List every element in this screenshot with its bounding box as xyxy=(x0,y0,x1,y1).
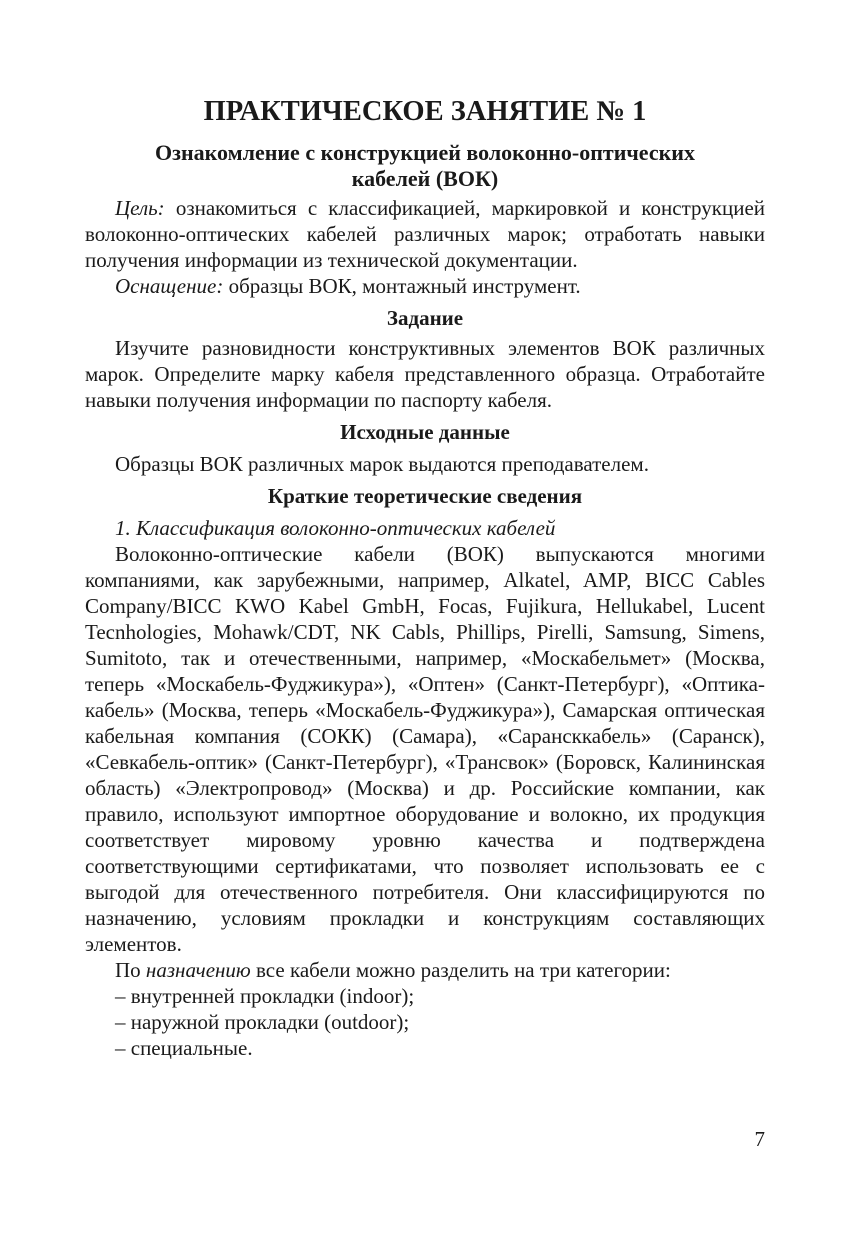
purpose-prefix: По xyxy=(115,958,146,982)
section-1-paragraph: Волоконно-оптические кабели (ВОК) выпускаются многими компаниями, как зарубежными, например, Alkatel, AMP, BICC Cables Company/BICC KWO Kabel GmbH, Focas, Fujikura, Hellukabel, Lucent Tecnhologies, Mohawk/CDT, NK Cabls, Phillips, Pirelli, Samsung, Simens, Sumitoto, так и отечественными, например, «Москабельмет» (Москва, теперь «Москабель-Фуджикура»), «Оптен» (Санкт-Петербург), «Оптика-кабель» (Москва, теперь «Москабель-Фуджикура»), Самарская оптическая кабельная компания (СОКК) (Самара), «Сарансккабель» (Саранск), «Севкабель-оптик» (Санкт-Петербург), «Трансвок» (Боровск, Калининская область) «Электропровод» (Москва) и др. Российские компании, как правило, используют импортное оборудование и волокно, их продукция соответствует мировому уровню качества и подтверждена соответствующими сертификатами, что позволяет использовать ее с выгодой для отечественного потребителя. Они классифицируются по назначению, условиям прокладки и конструкциям составляющих элементов. xyxy=(85,542,765,956)
subtitle-line-2: кабелей (ВОК) xyxy=(351,166,499,191)
goal-paragraph xyxy=(85,195,765,273)
page-number: 7 xyxy=(754,1127,765,1151)
section-1-title: 1. Классификация волоконно-оптических кабелей xyxy=(115,516,556,540)
list-item: – специальные. xyxy=(115,1036,253,1060)
equipment-label: Оснащение: xyxy=(115,274,224,298)
task-paragraph: Изучите разновидности конструктивных элементов ВОК различных марок. Определите марку кабеля представленного образца. Отработайте навыки получения информации по паспорту кабеля. xyxy=(85,336,765,412)
goal-text: ознакомиться с классификацией, маркировкой и конструкцией волоконно-оптических кабелей различных марок; отработать навыки получения информации из технической документации. xyxy=(85,196,765,272)
purpose-word: назначению xyxy=(145,958,251,982)
goal-label: Цель: xyxy=(115,196,165,220)
page-title: ПРАКТИЧЕСКОЕ ЗАНЯТИЕ № 1 xyxy=(203,96,647,127)
purpose-paragraph xyxy=(85,957,765,983)
lesson-subtitle xyxy=(85,140,765,192)
list-item: – наружной прокладки (outdoor); xyxy=(115,1010,410,1034)
equipment-text: образцы ВОК, монтажный инструмент. xyxy=(223,274,581,298)
subtitle-line-1: Ознакомление с конструкцией волоконно-оптических xyxy=(155,140,695,165)
theory-heading: Краткие теоретические сведения xyxy=(267,484,583,508)
purpose-suffix: все кабели можно разделить на три категории: xyxy=(250,958,671,982)
page-content xyxy=(85,95,765,1061)
source-data-heading: Исходные данные xyxy=(340,420,510,444)
source-data-paragraph: Образцы ВОК различных марок выдаются преподавателем. xyxy=(115,452,649,476)
task-heading: Задание xyxy=(386,306,464,330)
equipment-paragraph xyxy=(85,273,765,299)
list-item: – внутренней прокладки (indoor); xyxy=(115,984,415,1008)
